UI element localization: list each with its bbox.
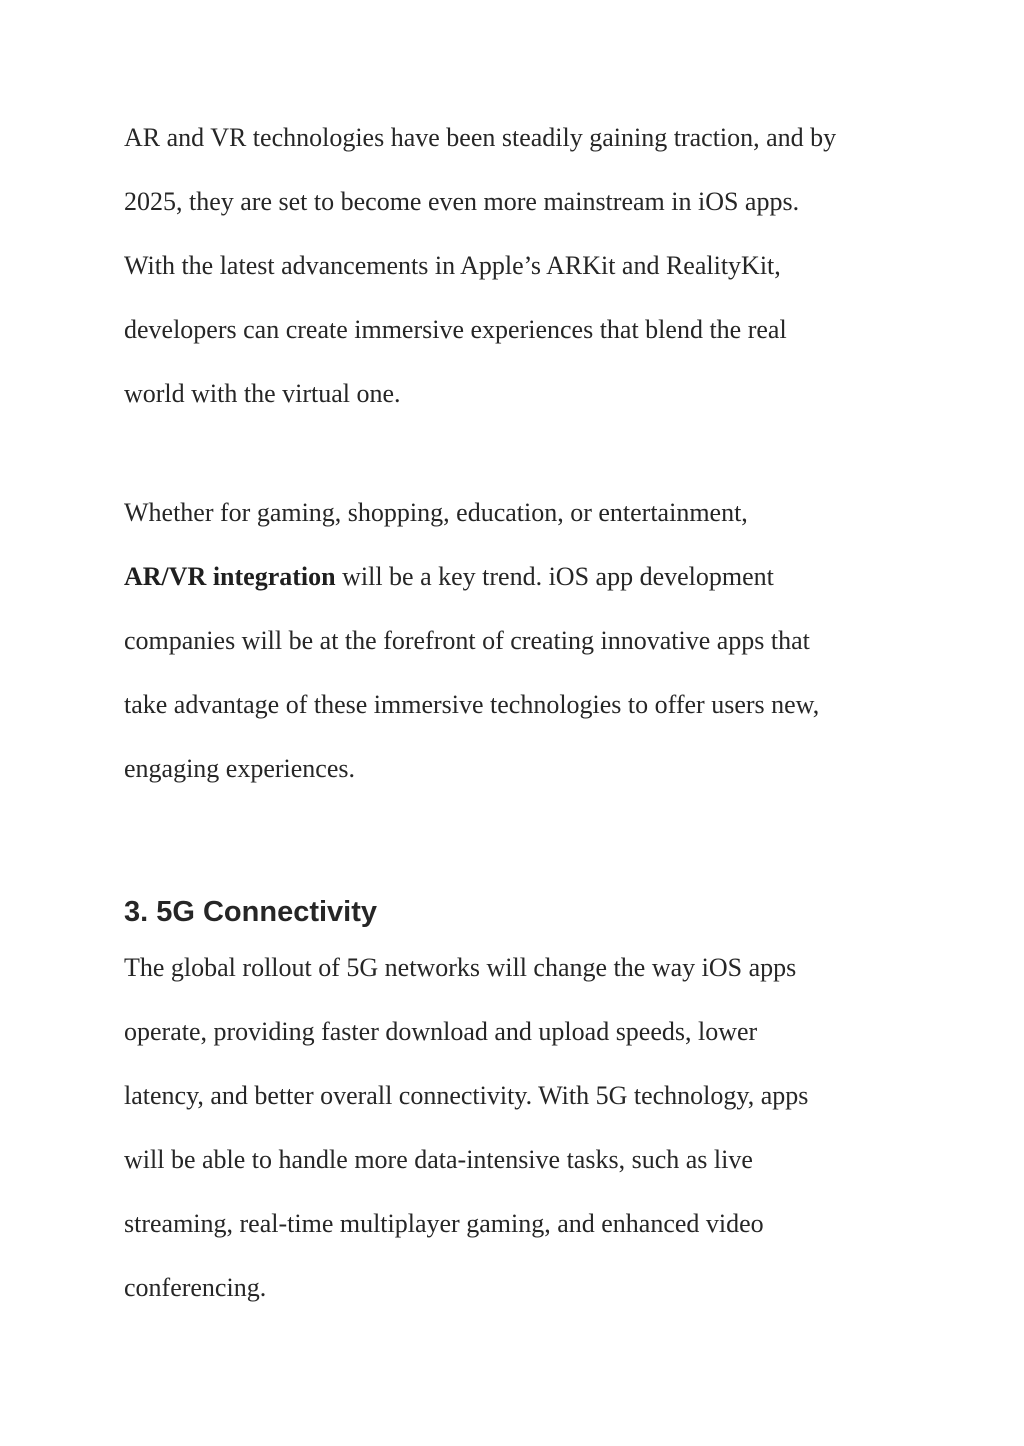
- text-line: AR and VR technologies have been steadily gaining traction, and by: [124, 123, 837, 152]
- text-line: take advantage of these immersive technologies to offer users new,: [124, 690, 820, 719]
- text-line: latency, and better overall connectivity. With 5G technology, apps: [124, 1081, 809, 1110]
- text-line: 2025, they are set to become even more mainstream in iOS apps.: [124, 187, 800, 216]
- text-line: The global rollout of 5G networks will change the way iOS apps: [124, 953, 797, 982]
- text-line: engaging experiences.: [124, 754, 356, 783]
- text-fragment: will be a key trend. iOS app development: [335, 562, 774, 591]
- text-line: [124, 545, 914, 609]
- paragraph-ar-vr-intro: [124, 106, 914, 426]
- paragraph-5g-connectivity: [124, 936, 808, 1320]
- text-line: world with the virtual one.: [124, 379, 401, 408]
- text-line: conferencing.: [124, 1273, 267, 1302]
- text-line: developers can create immersive experiences that blend the real: [124, 315, 787, 344]
- text-line: companies will be at the forefront of creating innovative apps that: [124, 626, 810, 655]
- text-line: Whether for gaming, shopping, education, or entertainment,: [124, 498, 748, 527]
- document-page: [124, 106, 914, 1302]
- text-line: streaming, real-time multiplayer gaming, and enhanced video: [124, 1209, 764, 1238]
- text-line: will be able to handle more data-intensive tasks, such as live: [124, 1145, 753, 1174]
- text-line: operate, providing faster download and upload speeds, lower: [124, 1017, 758, 1046]
- paragraph-ar-vr-use-cases: [124, 481, 914, 801]
- text-line: With the latest advancements in Apple’s ARKit and RealityKit,: [124, 251, 781, 280]
- bold-term: AR/VR integration: [124, 562, 336, 591]
- section-heading: 3. 5G Connectivity: [124, 896, 378, 928]
